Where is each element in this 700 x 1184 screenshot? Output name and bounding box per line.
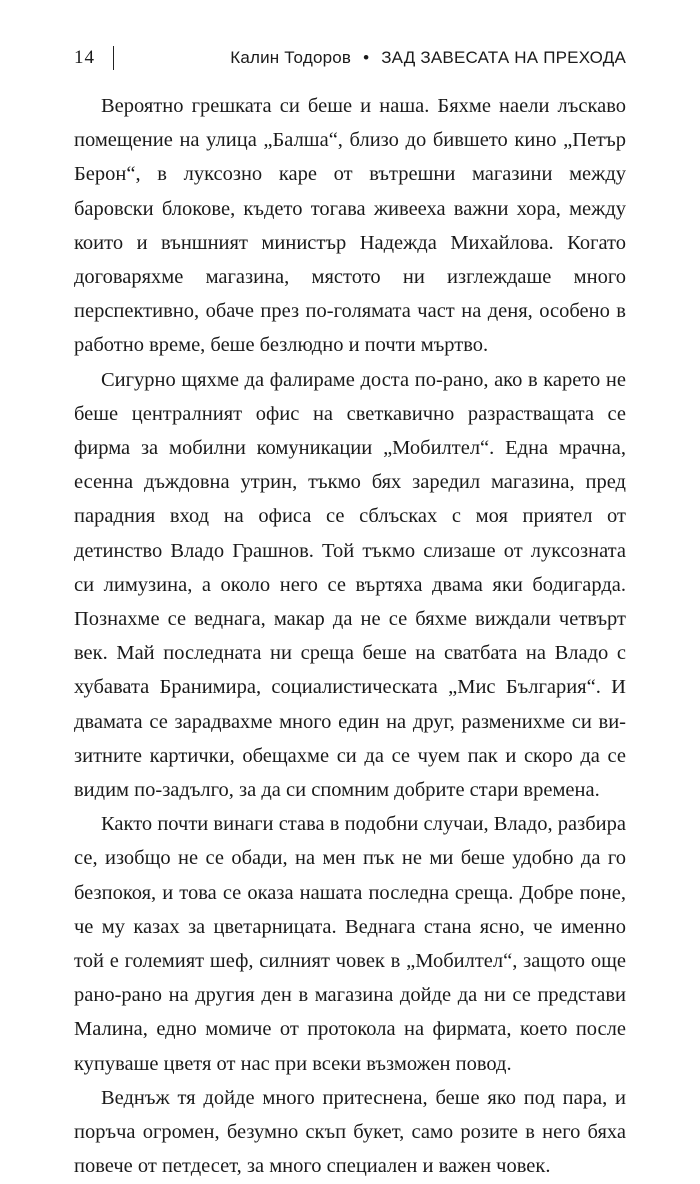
header-author-title bbox=[230, 44, 626, 72]
paragraph-4: Веднъж тя дойде много притеснена, беше яко под пара, и поръча огромен, безумно скъп букет, само розите в него бяха повече от петдесет, за много специален и важен човек. bbox=[74, 1086, 626, 1178]
paragraph-2: Сигурно щяхме да фалираме доста по-рано, ако в карето не беше централният офис на светкавично разрастващата се фирма за мобилни комуникации „Мобилтел“. Една мрачна, есенна дъждовна утрин, тъкмо бях заредил магазина, пред парадния вход на офиса се сблъсках с моя приятел от детинство Владо Грашнов. Той тъкмо слизаше от луксозната си лимузина, а около него се въртяха двама яки бодигарда. Познахме се веднага, макар да не се бяхме виждали четвърт век. Май последната ни среща беше на сватбата на Владо с хубавата Бранимира, социалистическата „Мис България“. И двамата се зарадвахме много един на друг, разменихме си визитните картички, обещахме си да се чуем пак и скоро да се видим по-задълго, за да си спомним добрите стари времена. bbox=[74, 368, 626, 802]
body-text bbox=[74, 89, 626, 1184]
running-header bbox=[74, 44, 626, 72]
paragraph-1: Вероятно грешката си беше и наша. Бяхме наели лъскаво помещение на улица „Балша“, близо до бившето кино „Петър Берон“, в луксозно каре от вътрешни магазини между баровски блокове, където тогава живееха важни хора, между които и външният министър Надежда Михайлова. Когато договаряхме магазина, мястото ни изглеждаше много перспективно, обаче през по-голямата част на деня, особено в работно време, беше безлюдно и почти мъртво. bbox=[74, 95, 626, 357]
paragraph-3: Както почти винаги става в подобни случаи, Владо, разбира се, изобщо не се обади, на мен пък не ми беше удобно да го безпокоя, и това се оказа нашата последна среща. Добре поне, че му казах за цветарницата. Веднага стана ясно, че именно той е големият шеф, силният човек в „Мобилтел“, защото още рано-рано на другия ден в магазина дойде да ни се представи Малина, едно момиче от протокола на фирмата, което после купуваше цветя от нас при всеки възможен повод. bbox=[74, 813, 626, 1075]
page-number: 14 bbox=[74, 47, 95, 68]
author-name: Калин Тодоров bbox=[230, 48, 352, 67]
header-separator: • bbox=[363, 48, 370, 67]
book-title: ЗАД ЗАВЕСАТА НА ПРЕХОДА bbox=[381, 48, 626, 67]
page-number-divider bbox=[113, 46, 114, 70]
